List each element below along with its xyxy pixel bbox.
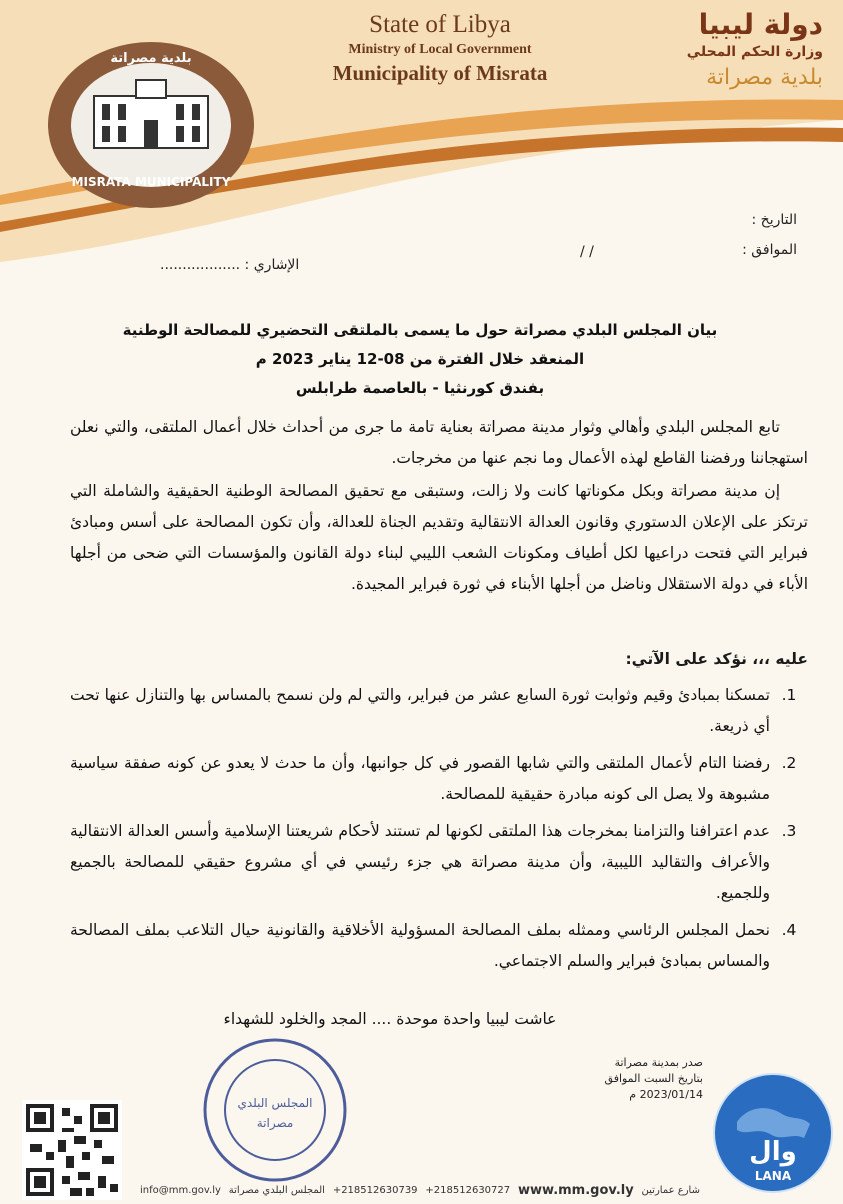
point-text: عدم اعترافنا والتزامنا بمخرجات هذا الملتقى لكونها لم تستند لأحكام شريعتنا الإسلامية وأسس العدالة الانتقالية والأعراف والتقاليد الليبية، وأن مدينة مصراتة هي جزء رئيسي في أي مشروع حقيقي للمصالحة بالجميع وللجميع.: [70, 822, 770, 902]
header-arabic: [623, 8, 823, 94]
title-line-2: المنعقد خلال الفترة من 08-12 يناير 2023 م: [255, 350, 585, 368]
lana-english: LANA: [754, 1169, 792, 1183]
point-number: 1.: [781, 686, 797, 704]
date-label: التاريخ :: [751, 212, 797, 228]
logo-text-bottom: MISRATA MUNICIPALITY: [71, 175, 231, 189]
stamp-line-2: مصراتة: [256, 1116, 294, 1130]
point-text: رفضنا التام لأعمال الملتقى والتي شابها القصور في كل جوانبها، وأن ما حدث لا يعدو عن كونه صفقة سياسية مشبوهة ولا يصل الى كونه مبادرة حقيقية للمصالحة.: [70, 754, 770, 803]
point-item: [70, 680, 808, 742]
point-text: تمسكنا بمبادئ وقيم وثوابت ثورة السابع عشر من فبراير، والتي لم ولن نسمح بالمساس بها والتنازل عنها تحت أي ذريعة.: [70, 686, 770, 735]
affirm-heading: عليه ،،، نؤكد على الآتي:: [625, 650, 808, 668]
agree-label: الموافق :: [742, 242, 797, 258]
header-en-ministry: Ministry of Local Government: [348, 42, 532, 57]
statement-title: [120, 316, 720, 403]
body-paragraph-1: تابع المجلس البلدي وأهالي وثوار مدينة مصراتة بعناية تامة ما جرى من أحداث خلال أعمال الملتقى، والتي نعلن استهجاننا ورفضنا القاطع لهذه الأعمال وما نجم عنها من مخرجات.: [70, 418, 808, 467]
statement-body: [70, 412, 808, 602]
stamp-line-1: المجلس البلدي: [237, 1096, 313, 1110]
date-slashes: / /: [580, 244, 594, 260]
footer-contacts: [140, 1180, 700, 1200]
title-line-3: بفندق كورنثيا - بالعاصمة طرابلس: [295, 379, 545, 397]
footer-council: المجلس البلدي مصراتة: [228, 1184, 325, 1196]
issued-block: [563, 1055, 703, 1103]
official-stamp: [200, 1035, 350, 1185]
issued-line-3: 2023/01/14 م: [629, 1088, 703, 1101]
footer-website[interactable]: www.mm.gov.ly: [518, 1182, 634, 1198]
point-number: 2.: [781, 754, 797, 772]
point-number: 4.: [781, 921, 797, 939]
header-ar-state: دولة ليبيا: [698, 8, 823, 41]
lana-arabic: وال: [749, 1137, 797, 1167]
logo-text-top: بلدية مصراتة: [110, 51, 192, 66]
point-item: [70, 816, 808, 909]
header-en-state: State of Libya: [369, 11, 511, 38]
issued-line-2: بتاريخ السبت الموافق: [604, 1072, 703, 1085]
footer-address: شارع عمارتين: [641, 1184, 700, 1196]
point-item: [70, 748, 808, 810]
closing-slogan: عاشت ليبيا واحدة موحدة .... المجد والخلود للشهداء: [223, 1010, 557, 1028]
point-number: 3.: [781, 822, 797, 840]
points-list: [70, 680, 808, 983]
footer-email[interactable]: info@mm.gov.ly: [140, 1184, 221, 1196]
footer-phone-1[interactable]: +218512630739: [332, 1184, 418, 1196]
issued-line-1: صدر بمدينة مصراتة: [614, 1056, 703, 1069]
header-ar-municipality: بلدية مصراتة: [706, 65, 823, 90]
body-paragraph-2: إن مدينة مصراتة وبكل مكوناتها كانت ولا زالت، وستبقى مع تحقيق المصالحة الوطنية الحقيقية والشاملة التي ترتكز على الإعلان الدستوري وقانون العدالة الانتقالية وتقديم الجناة للعدالة، وأن تكون المصالحة على أسس ومبادئ فبراير التي فتحت دراعيها لكل أطياف ومكونات الشعب الليبي لبناء دولة القانون والمؤسسات التي ضحى من أجلها الأباء في دولة الاستقلال وناضل من أجلها الأبناء في ثورة فبراير المجيدة.: [70, 482, 808, 593]
point-text: نحمل المجلس الرئاسي وممثله بملف المصالحة المسؤولية الأخلاقية والقانونية حيال التلاعب بملف المصالحة والمساس بمبادئ فبراير والسلم الاجتماعي.: [70, 921, 770, 970]
footer-phone-2[interactable]: +218512630727: [425, 1184, 511, 1196]
header-ar-ministry: وزارة الحكم المحلي: [686, 44, 823, 60]
header-en-municipality: Municipality of Misrata: [332, 61, 548, 85]
point-item: [70, 915, 808, 977]
title-line-1: بيان المجلس البلدي مصراتة حول ما يسمى بالملتقى التحضيري للمصالحة الوطنية: [122, 321, 718, 339]
qr-code[interactable]: [22, 1100, 122, 1200]
lana-watermark-logo: [712, 1072, 834, 1194]
municipality-logo: [46, 40, 256, 210]
reference-label: الإشاري : ..................: [160, 257, 300, 273]
header-english: [300, 10, 580, 86]
